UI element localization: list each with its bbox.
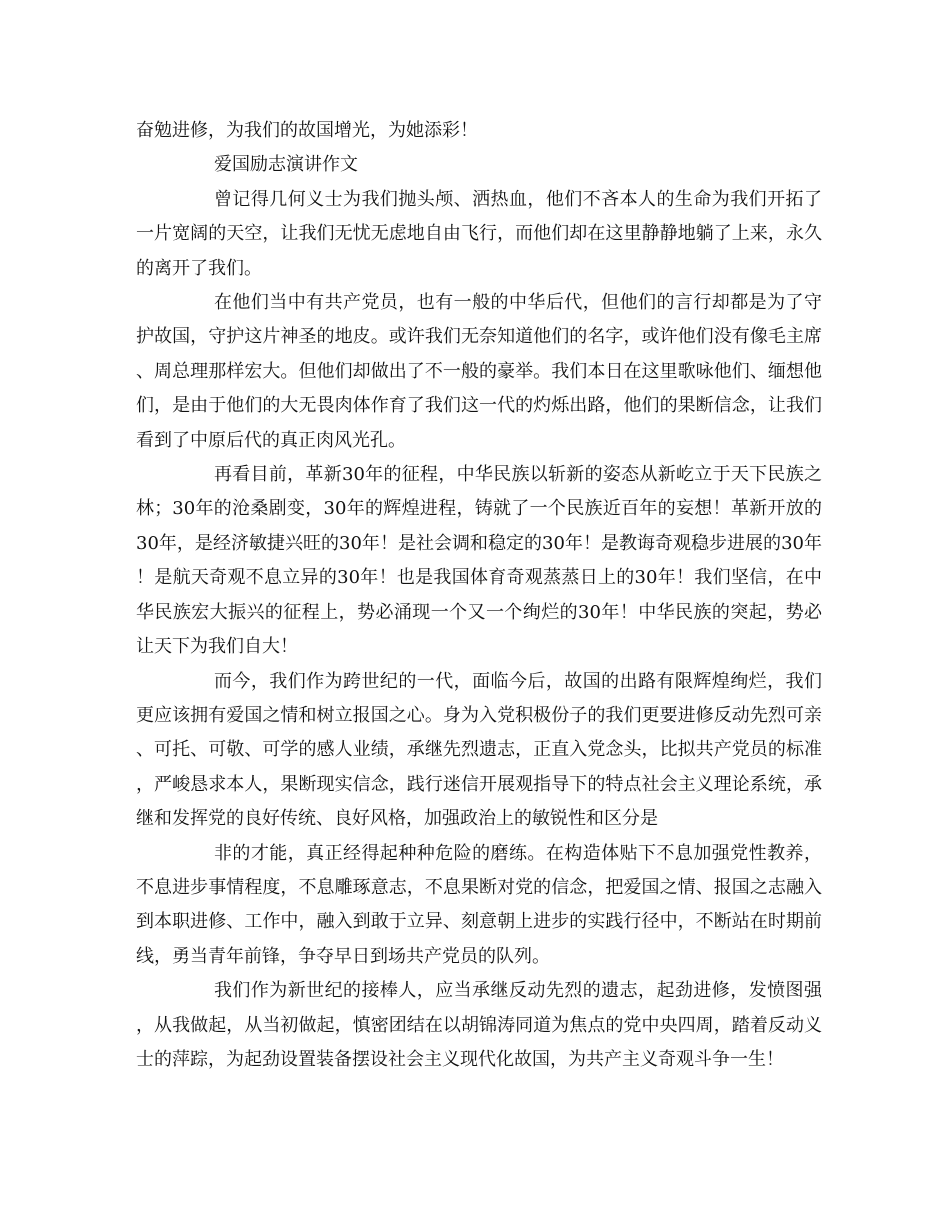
paragraph-reform-30-years: 再看目前，革新30年的征程，中华民族以斩新的姿态从新屹立于天下民族之林；30年的沧桑剧变，30年的辉煌进程，铸就了一个民族近百年的妄想！革新开放的30年，是经济敏捷兴旺的30年！是社会调和稳定的30年！是教诲奇观稳步进展的30年！是航天奇观不息立异的30年！也是我国体育奇观蒸蒸日上的30年！我们坚信，在中华民族宏大振兴的征程上，势必涌现一个又一个绚烂的30年！中华民族的突起，势必让天下为我们自大！	[136, 464, 822, 658]
paragraph-party-members: 在他们当中有共产党员，也有一般的中华后代，但他们的言行却都是为了守护故国，守护这片神圣的地皮。或许我们无奈知道他们的名字，或许他们没有像毛主席、周总理那样宏大。但他们却做出了不一般的豪举。我们本日在这里歌咏他们、缅想他们，是由于他们的大无畏肉体作育了我们这一代的灼烁出路，他们的果断信念，让我们看到了中原后代的真正肉风光孔。	[136, 292, 822, 451]
paragraph-new-generation: 而今，我们作为跨世纪的一代，面临今后，故国的出路有限辉煌绚烂，我们更应该拥有爱国之情和树立报国之心。身为入党积极份子的我们更要进修反动先烈可亲、可托、可敬、可学的感人业绩，承继先烈遗志，正直入党念头，比拟共产党员的标准，严峻恳求本人，果断现实信念，践行迷信开展观指导下的特点社会主义理论系统，承继和发挥党的良好传统、良好风格，加强政治上的敏锐性和区分是	[136, 670, 822, 830]
paragraph-martyrs: 曾记得几何义士为我们抛头颅、洒热血，他们不吝本人的生命为我们开拓了一片宽阔的天空，让我们无忧无虑地自由飞行，而他们却在这里静静地躺了上来，永久的离开了我们。	[136, 188, 822, 279]
paragraph-abilities: 非的才能，真正经得起种种危险的磨练。在构造体贴下不息加强党性教养，不息进步事情程度，不息雕琢意志，不息果断对党的信念，把爱国之情、报国之志融入到本职进修、工作中，融入到敢于立异、刻意朝上进步的实践行径中，不断站在时期前线，勇当青年前锋，争夺早日到场共产党员的队列。	[136, 842, 822, 967]
paragraph-closing-line: 奋勉进修，为我们的故国增光，为她添彩！	[136, 120, 478, 141]
document-body	[136, 114, 822, 1077]
paragraph-conclusion: 我们作为新世纪的接棒人，应当承继反动先烈的遗志，起劲进修，发愤图强，从我做起，从当初做起，慎密团结在以胡锦涛同道为焦点的党中央四周，踏着反动义士的萍踪，为起劲设置装备摆设社会主义现代化故国，为共产主义奇观斗争一生！	[136, 980, 822, 1070]
section-title: 爱国励志演讲作文	[214, 154, 358, 176]
